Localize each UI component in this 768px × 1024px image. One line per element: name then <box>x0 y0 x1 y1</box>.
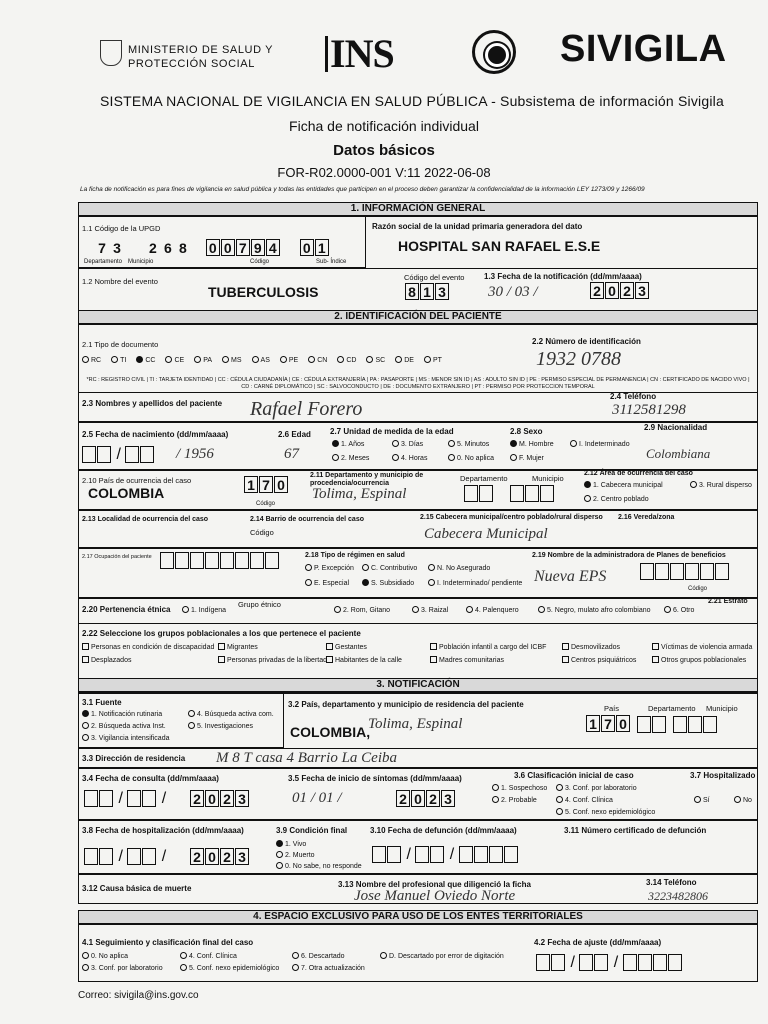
causa-label: 3.12 Causa básica de muerte <box>82 884 192 893</box>
regimen-opt-especial[interactable]: E. Especial <box>305 579 349 589</box>
grupo-icbf[interactable]: Población infantil a cargo del ICBF <box>430 643 546 653</box>
consulta-boxes: / / <box>84 790 166 808</box>
municipio-label: Municipio <box>532 474 564 483</box>
dep-mun-label: 2.11 Departamento y municipio de procedencia/ocurrencia <box>310 472 424 487</box>
defuncion-label: 3.10 Fecha de defunción (dd/mm/aaaa) <box>370 826 517 835</box>
unidad-opt-horas[interactable]: 4. Horas <box>392 454 427 464</box>
nacimiento-boxes: / <box>82 446 155 464</box>
system-title: SISTEMA NACIONAL DE VIGILANCIA EN SALUD PÚBLICA - Subsistema de información Sivigila <box>100 93 724 109</box>
condicion-opt-muerto[interactable]: 2. Muerto <box>276 851 315 861</box>
tipo-doc-opt-cc[interactable] <box>136 357 155 364</box>
fecha-hosp-boxes: / / <box>84 848 166 866</box>
etnica-opt-indigena[interactable]: 1. Indígena <box>182 606 226 616</box>
tipo-doc-opt-label: CN <box>317 357 328 364</box>
fecha-notif-label: 1.3 Fecha de la notificación (dd/mm/aaaa) <box>484 272 642 281</box>
fecha-notif-year <box>590 282 650 301</box>
etnica-opt-negro[interactable]: 5. Negro, mulato afro colombiano <box>538 606 651 616</box>
radio-icon <box>136 356 143 363</box>
fecha-notif-year-digit: 0 <box>605 282 619 299</box>
sexo-opt-hombre[interactable]: M. Hombre <box>510 440 554 450</box>
area-opt-rural[interactable]: 3. Rural disperso <box>690 481 752 491</box>
consulta-year-digit: 2 <box>190 790 204 807</box>
residencia-code-digit: 0 <box>616 715 630 732</box>
ajuste-boxes: / / <box>536 954 683 972</box>
clasif-label: 3.6 Clasificación inicial de caso <box>514 771 634 780</box>
sintomas-hand: 01 / 01 / <box>292 790 342 806</box>
tipo-doc-opt-pa[interactable] <box>194 357 212 364</box>
fuente-label: 3.1 Fuente <box>82 698 122 707</box>
eps-boxes <box>640 563 730 581</box>
grupo-migrantes[interactable]: Migrantes <box>218 643 258 653</box>
sexo-label: 2.8 Sexo <box>510 427 543 436</box>
upgd-digit: 1 <box>315 239 329 256</box>
residencia-label: 3.2 País, departamento y municipio de residencia del paciente <box>288 700 524 709</box>
radio-icon <box>280 356 287 363</box>
barrio-label: 2.14 Barrio de ocurrencia del caso <box>250 516 364 523</box>
grupos-label: 2.22 Seleccione los grupos poblacionales a los que pertenece el paciente <box>82 629 361 638</box>
tipo-doc-opt-pt[interactable] <box>424 357 442 364</box>
certificado-label: 3.11 Número certificado de defunción <box>564 826 707 835</box>
clasif-opt-sospechoso[interactable]: 1. Sospechoso <box>492 784 547 794</box>
hosp-opt-no[interactable]: No <box>734 796 752 806</box>
form-title: Ficha de notificación individual <box>289 118 479 134</box>
seg-opt-nexo[interactable]: 5. Conf. nexo epidemiológico <box>180 964 279 974</box>
clasif-opt-laboratorio[interactable]: 3. Conf. por laboratorio <box>556 784 637 794</box>
unidad-opt-dias[interactable]: 3. Días <box>392 440 423 450</box>
upgd-digit: 7 <box>98 240 106 256</box>
departamento-label: Departamento <box>460 474 508 483</box>
sexo-opt-indeterminado[interactable]: I. Indeterminado <box>570 440 630 450</box>
tipo-doc-opt-ti[interactable] <box>111 357 126 364</box>
dept-label: Departamento <box>84 259 123 265</box>
cod-evento-digit: 1 <box>420 283 434 300</box>
profesional-telefono-value: 3223482806 <box>648 889 708 903</box>
unidad-opt-meses[interactable]: 2. Meses <box>332 454 369 464</box>
radio-icon <box>395 356 402 363</box>
regimen-opt-noasegurado[interactable]: N. No Asegurado <box>428 564 490 574</box>
ins-logo: INS <box>330 31 394 76</box>
tipo-doc-opt-label: CE <box>174 357 185 364</box>
tipo-doc-opt-label: MS <box>231 357 242 364</box>
tipo-doc-opt-rc[interactable] <box>82 357 101 364</box>
eps-codigo-label: Código <box>688 586 708 592</box>
cabecera-label: 2.15 Cabecera municipal/centro poblado/rural disperso <box>420 514 603 521</box>
sexo-opt-mujer[interactable]: F. Mujer <box>510 454 544 464</box>
doc-legend: *RC : REGISTRO CIVIL | TI : TARJETA IDENTIDAD | CC : CÉDULA CIUDADANÍA | CE : CÉDULA EXTRANJERÍA | PA : PASAPORTE | MS : MENOR SIN ID | AS : ADULTO SIN ID | PE : PERMISO ESPECIAL DE PERMANENCIA | CN : CERTIFICADO DE NACIDO VIVO | CD : CARNÉ DIPLOMÁTICO | SC : SALVOCONDUCTO | DE : DOCUMENTO EXTRANJERO | PT : PERMISO POR PROTECCION TEMPORAL <box>86 377 750 390</box>
ministry-line2: PROTECCIÓN SOCIAL <box>128 58 255 70</box>
seg-opt-noaplica[interactable]: 0. No aplica <box>82 952 128 962</box>
num-id-label: 2.2 Número de identificación <box>532 337 641 346</box>
upgd-label: 1.1 Código de la UPGD <box>82 224 161 233</box>
edad-label: 2.6 Edad <box>278 430 311 439</box>
cod-evento-digit: 8 <box>405 283 419 300</box>
residencia-hand: Tolima, Espinal <box>368 716 463 732</box>
regimen-opt-indeterminado[interactable]: I. Indeterminado/ pendiente <box>428 579 522 589</box>
consulta-year-digit: 2 <box>220 790 234 807</box>
residencia-mun-label: Municipio <box>706 704 738 713</box>
upgd-digits <box>95 239 330 258</box>
radio-icon <box>252 356 259 363</box>
ocupacion-label: 2.17 Ocupación del paciente <box>82 554 152 560</box>
ministry-name <box>128 43 273 71</box>
residencia-dep-label: Departamento <box>648 704 696 713</box>
section3-title: 3. NOTIFICACIÓN <box>78 678 758 692</box>
regimen-opt-excepcion[interactable]: P. Excepción <box>305 564 354 574</box>
cod-evento-digit: 3 <box>435 283 449 300</box>
nombres-value: Rafael Forero <box>250 398 363 420</box>
upgd-digit: 7 <box>236 239 250 256</box>
clasif-opt-probable[interactable]: 2. Probable <box>492 796 537 806</box>
area-label: 2.12 Área de ocurrencia del caso <box>584 470 693 477</box>
fuente-opt-vigilancia[interactable]: 3. Vigilancia intensificada <box>82 734 169 744</box>
hosp-label: 3.7 Hospitalizado <box>690 771 756 780</box>
tipo-doc-opt-pe[interactable] <box>280 357 298 364</box>
seg-opt-clinica[interactable]: 4. Conf. Clínica <box>180 952 237 962</box>
consulta-label: 3.4 Fecha de consulta (dd/mm/aaaa) <box>82 774 219 783</box>
fecha-notif-year-digit: 2 <box>590 282 604 299</box>
nacionalidad-label: 2.9 Nacionalidad <box>644 423 708 432</box>
target-logo-icon <box>472 30 516 74</box>
pais-code-digit: 1 <box>244 476 258 493</box>
unidad-opt-noaplica[interactable]: 0. No aplica <box>448 454 494 464</box>
clasif-opt-nexo[interactable]: 5. Conf. nexo epidemiológico <box>556 808 655 818</box>
consulta-year <box>190 790 250 809</box>
pais-label: 2.10 País de ocurrencia del caso <box>82 476 192 485</box>
area-opt-centro[interactable]: 2. Centro poblado <box>584 495 649 505</box>
tipo-doc-opt-label: PT <box>432 357 442 364</box>
cabecera-value: Cabecera Municipal <box>424 526 548 542</box>
section1-title: 1. INFORMACIÓN GENERAL <box>78 202 758 216</box>
tipo-doc-opt-sc[interactable] <box>366 357 385 364</box>
grupo-etnico-label: Grupo étnico <box>238 600 281 609</box>
dep-mun-boxes <box>464 485 555 503</box>
radio-icon <box>222 356 229 363</box>
residencia-value: COLOMBIA, <box>290 724 371 740</box>
tipo-doc-options <box>82 356 452 366</box>
radio-icon <box>366 356 373 363</box>
grupo-privadas[interactable]: Personas privadas de la libertad <box>218 656 327 666</box>
tipo-doc-opt-ce[interactable] <box>165 357 184 364</box>
upgd-digit: 0 <box>221 239 235 256</box>
ocupacion-boxes <box>160 552 280 570</box>
ajuste-label: 4.2 Fecha de ajuste (dd/mm/aaaa) <box>534 938 662 947</box>
etnica-opt-rom[interactable]: 2. Rom, Gitano <box>334 606 390 616</box>
upgd-digit: 0 <box>206 239 220 256</box>
fecha-notif-hand: 30 / 03 / <box>488 284 538 300</box>
num-id-value: 1932 0788 <box>536 348 621 370</box>
fecha-hosp-year-digit: 2 <box>220 848 234 865</box>
sintomas-year-digit: 2 <box>396 790 410 807</box>
grupo-calle[interactable]: Habitantes de la calle <box>326 656 402 666</box>
eps-value: Nueva EPS <box>534 568 607 585</box>
sintomas-year-digit: 0 <box>411 790 425 807</box>
residencia-code-digit: 1 <box>586 715 600 732</box>
etnica-opt-palenquero[interactable]: 4. Palenquero <box>466 606 519 616</box>
pais-code-digit: 0 <box>274 476 288 493</box>
ministry-line1: MINISTERIO DE SALUD Y <box>128 44 274 56</box>
tipo-doc-opt-label: TI <box>120 357 127 364</box>
seg-opt-otra[interactable]: 7. Otra actualización <box>292 964 365 974</box>
razon-label: Razón social de la unidad primaria generadora del dato <box>372 222 583 231</box>
fuente-opt-rutinaria[interactable]: 1. Notificación rutinaria <box>82 710 162 720</box>
sub-index-label: Sub- Índice <box>316 259 347 265</box>
radio-icon <box>308 356 315 363</box>
evento-label: 1.2 Nombre del evento <box>82 277 158 286</box>
sintomas-year-digit: 3 <box>441 790 455 807</box>
etnica-label: 2.20 Pertenencia étnica <box>82 605 171 614</box>
fecha-notif-year-digit: 3 <box>635 282 649 299</box>
profesional-label: 3.13 Nombre del profesional que diligenció la ficha <box>338 880 531 889</box>
fecha-hosp-year-digit: 2 <box>190 848 204 865</box>
fecha-hosp-year-digit: 0 <box>205 848 219 865</box>
regimen-opt-subsidiado[interactable]: S. Subsidiado <box>362 579 414 589</box>
radio-icon <box>111 356 118 363</box>
sintomas-year-digit: 2 <box>426 790 440 807</box>
tipo-doc-opt-label: RC <box>91 357 102 364</box>
tipo-doc-opt-label: DE <box>404 357 414 364</box>
regimen-opt-contributivo[interactable]: C. Contributivo <box>362 564 417 574</box>
radio-icon <box>424 356 431 363</box>
residencia-pais-label: País <box>604 704 620 713</box>
confidentiality-note: La ficha de notificación es para fines de vigilancia en salud pública y todas las entidades que participen en el proceso deben garantizar la confidencialidad de la información LEY 1273/09 y 1266/09 <box>80 186 645 193</box>
upgd-digit: 4 <box>266 239 280 256</box>
pais-codigo-label: Código <box>256 501 276 507</box>
grupo-psiquiatricos[interactable]: Centros psiquiátricos <box>562 656 636 666</box>
grupo-desplazados[interactable]: Desplazados <box>82 656 131 666</box>
nacimiento-value: / 1956 <box>176 446 214 462</box>
tipo-doc-opt-label: CD <box>346 357 357 364</box>
seguimiento-label: 4.1 Seguimiento y clasificación final del caso <box>82 938 254 947</box>
radio-icon <box>82 356 89 363</box>
upgd-digit: 2 <box>149 240 157 256</box>
fecha-notif-year-digit: 2 <box>620 282 634 299</box>
etnica-opt-raizal[interactable]: 3. Raizal <box>412 606 448 616</box>
seg-opt-descartado[interactable]: 6. Descartado <box>292 952 345 962</box>
tipo-doc-opt-label: PE <box>288 357 299 364</box>
residencia-code <box>586 715 718 734</box>
nacionalidad-value: Colombiana <box>646 446 711 461</box>
cod-evento-label: Código del evento <box>404 273 465 282</box>
sintomas-year <box>396 790 456 809</box>
form-code: FOR-R02.0000-001 V:11 2022-06-08 <box>277 165 491 180</box>
tipo-doc-opt-label: SC <box>375 357 386 364</box>
radio-icon <box>165 356 172 363</box>
pais-code-digit: 7 <box>259 476 273 493</box>
hosp-opt-si[interactable]: Sí <box>694 796 710 806</box>
sivigila-logo: SIVIGILA <box>560 28 727 70</box>
vereda-label: 2.16 Vereda/zona <box>618 514 675 521</box>
fecha-hosp-label: 3.8 Fecha de hospitalización (dd/mm/aaaa) <box>82 826 244 835</box>
radio-icon <box>194 356 201 363</box>
sintomas-label: 3.5 Fecha de inicio de síntomas (dd/mm/aaaa) <box>288 774 462 783</box>
consulta-year-digit: 0 <box>205 790 219 807</box>
tipo-doc-opt-label: CC <box>145 357 156 364</box>
nacimiento-label: 2.5 Fecha de nacimiento (dd/mm/aaaa) <box>82 430 229 439</box>
localidad-label: 2.13 Localidad de ocurrencia del caso <box>82 516 209 523</box>
fuente-opt-investigaciones[interactable]: 5. Investigaciones <box>188 722 253 732</box>
tipo-doc-opt-de[interactable] <box>395 357 414 364</box>
seg-opt-laboratorio[interactable]: 3. Conf. por laboratorio <box>82 964 163 974</box>
section4-title: 4. ESPACIO EXCLUSIVO PARA USO DE LOS ENTES TERRITORIALES <box>78 910 758 924</box>
upgd-digit: 3 <box>113 240 121 256</box>
profesional-value: Jose Manuel Oviedo Norte <box>354 888 516 904</box>
tipo-doc-opt-as[interactable] <box>252 357 270 364</box>
dep-mun-value: Tolima, Espinal <box>312 486 407 502</box>
nombres-label: 2.3 Nombres y apellidos del paciente <box>82 399 223 408</box>
residencia-code-digit: 7 <box>601 715 615 732</box>
fecha-hosp-year-digit: 3 <box>235 848 249 865</box>
defuncion-boxes: / / <box>372 846 519 864</box>
telefono-value: 3112581298 <box>612 402 686 418</box>
tipo-doc-opt-cn[interactable] <box>308 357 327 364</box>
unidad-opt-anos[interactable]: 1. Años <box>332 440 364 450</box>
clasif-opt-clinica[interactable]: 4. Conf. Clínica <box>556 796 613 806</box>
unidad-label: 2.7 Unidad de medida de la edad <box>330 427 454 436</box>
tipo-doc-opt-label: AS <box>260 357 270 364</box>
grupo-discapacidad[interactable]: Personas en condición de discapacidad <box>82 643 214 653</box>
form-subtitle: Datos básicos <box>333 142 435 159</box>
razon-value: HOSPITAL SAN RAFAEL E.S.E <box>398 238 601 254</box>
regimen-label: 2.18 Tipo de régimen en salud <box>305 552 405 559</box>
evento-value: TUBERCULOSIS <box>208 284 319 300</box>
tipo-doc-opt-cd[interactable] <box>337 357 356 364</box>
edad-value: 67 <box>284 446 299 462</box>
upgd-digit: 9 <box>251 239 265 256</box>
pais-code <box>244 476 289 495</box>
grupo-otros[interactable]: Otros grupos poblacionales <box>652 656 746 666</box>
grupo-desmovilizados[interactable]: Desmovilizados <box>562 643 620 653</box>
tipo-doc-opt-label: PA <box>203 357 213 364</box>
profesional-telefono-label: 3.14 Teléfono <box>646 878 697 887</box>
section2-title: 2. IDENTIFICACIÓN DEL PACIENTE <box>78 310 758 324</box>
consulta-year-digit: 3 <box>235 790 249 807</box>
condicion-opt-nosabe[interactable]: 0. No sabe, no responde <box>276 862 362 872</box>
seg-opt-error[interactable]: D. Descartado por error de digitación <box>380 952 504 962</box>
area-opt-cabecera[interactable]: 1. Cabecera municipal <box>584 481 663 491</box>
condicion-label: 3.9 Condición final <box>276 826 348 835</box>
estrato-label: 2.21 Estrato <box>708 598 748 605</box>
mun-label: Municipio <box>128 259 154 265</box>
direccion-label: 3.3 Dirección de residencia <box>82 754 186 763</box>
telefono-label: 2.4 Teléfono <box>610 392 657 401</box>
tipo-doc-label: 2.1 Tipo de documento <box>82 340 159 349</box>
fuente-opt-busqueda-inst[interactable]: 2. Búsqueda activa Inst. <box>82 722 166 732</box>
grupo-madres[interactable]: Madres comunitarias <box>430 656 504 666</box>
footer-email: Correo: sivigila@ins.gov.co <box>78 990 199 1001</box>
eps-label: 2.19 Nombre de la administradora de Planes de beneficios <box>532 552 726 559</box>
tipo-doc-opt-ms[interactable] <box>222 357 242 364</box>
upgd-digit: 0 <box>300 239 314 256</box>
upgd-digit: 8 <box>179 240 187 256</box>
cod-evento-digits <box>405 283 450 302</box>
fuente-opt-busqueda-com[interactable]: 4. Búsqueda activa com. <box>188 710 274 720</box>
barrio-codigo-label: Código <box>250 528 274 537</box>
unidad-opt-minutos[interactable]: 5. Minutos <box>448 440 489 450</box>
direccion-value: M 8 T casa 4 Barrio La Ceiba <box>216 750 397 766</box>
ministry-shield-icon <box>100 40 122 66</box>
code-label: Código <box>250 259 270 265</box>
upgd-digit: 6 <box>164 240 172 256</box>
condicion-opt-vivo[interactable]: 1. Vivo <box>276 840 306 850</box>
grupo-victimas[interactable]: Víctimas de violencia armada <box>652 643 752 653</box>
grupo-gestantes[interactable]: Gestantes <box>326 643 367 653</box>
fecha-hosp-year <box>190 848 250 867</box>
radio-icon <box>337 356 344 363</box>
pais-value: COLOMBIA <box>88 485 165 501</box>
etnica-opt-otro[interactable]: 6. Otro <box>664 606 694 616</box>
